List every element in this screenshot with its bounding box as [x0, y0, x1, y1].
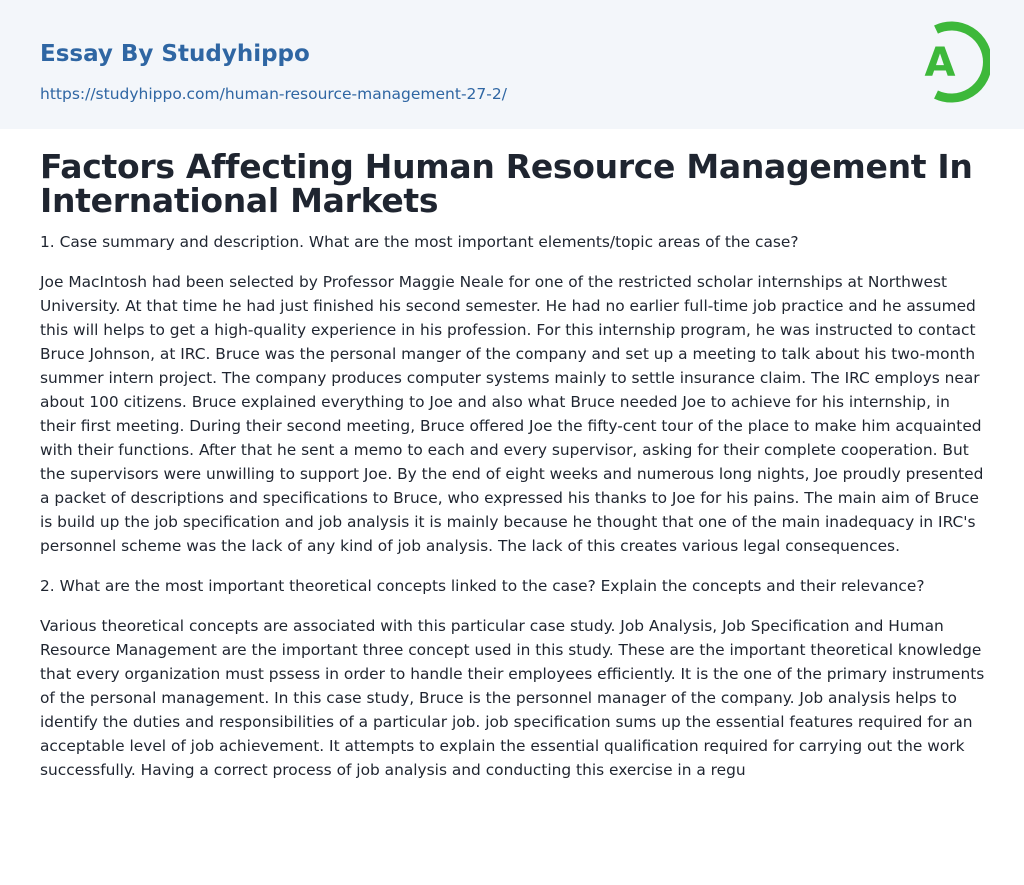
- article-title: Factors Affecting Human Resource Management In International Markets: [40, 147, 973, 220]
- studyhippo-logo-icon[interactable]: [906, 14, 990, 110]
- site-header: [0, 0, 1024, 129]
- essay-url-link[interactable]: https://studyhippo.com/human-resource-management-27-2/: [40, 85, 507, 103]
- answer-1-paragraph: Joe MacIntosh had been selected by Professor Maggie Neale for one of the restricted scholar internships at Northwest University. At that time he had just finished his second semester. He had no earlier full-time job practice and he assumed this will helps to get a high-quality experience in his profession. For this internship program, he was instructed to contact Bruce Johnson, at IRC. Bruce was the personal manger of the company and set up a meeting to talk about his two-month summer intern project. The company produces computer systems mainly to settle insurance claim. The IRC employs near about 100 citizens. Bruce explained everything to Joe and also what Bruce needed Joe to achieve for his internship, in their first meeting. During their second meeting, Bruce offered Joe the fifty-cent tour of the place to make him acquainted with their functions. After that he sent a memo to each and every supervisor, asking for their complete cooperation. But the supervisors were unwilling to support Joe. By the end of eight weeks and numerous long nights, Joe proudly presented a packet of descriptions and specifications to Bruce, who expressed his thanks to Joe for his pains. The main aim of Bruce is build up the job specification and job analysis it is mainly because he thought that one of the main inadequacy in IRC's personnel scheme was the lack of any kind of job analysis. The lack of this creates various legal consequences.: [40, 273, 984, 555]
- question-2: 2. What are the most important theoretical concepts linked to the case? Explain the concepts and their relevance?: [40, 577, 925, 595]
- article: [40, 147, 986, 782]
- site-brand[interactable]: Essay By Studyhippo: [40, 41, 310, 67]
- question-1: 1. Case summary and description. What are the most important elements/topic areas of the case?: [40, 233, 799, 251]
- logo-letter: A: [924, 40, 956, 86]
- answer-2-paragraph: Various theoretical concepts are associated with this particular case study. Job Analysis, Job Specification and Human Resource Management are the important three concept used in this study. These are the important theoretical knowledge that every organization must pssess in order to handle their employees efficiently. It is the one of the primary instruments of the personal management. In this case study, Bruce is the personnel manager of the company. Job analysis helps to identify the duties and responsibilities of a particular job. job specification sums up the essential features required for an acceptable level of job achievement. It attempts to explain the essential qualification required for carrying out the work successfully. Having a correct process of job analysis and conducting this exercise in a regu: [40, 617, 985, 779]
